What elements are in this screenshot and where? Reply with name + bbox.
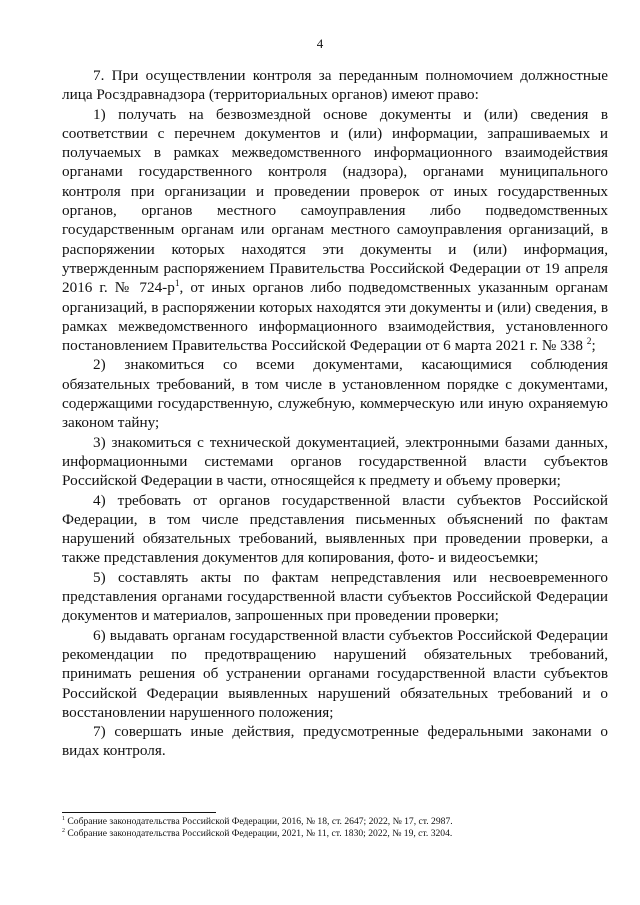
page-number: 4 — [316, 36, 324, 51]
footnote-2 — [62, 828, 622, 840]
footnote-ref-2[interactable]: 2 — [586, 337, 592, 348]
footnote-text-1: Собрание законодательства Российской Федерации, 2016, № 18, ст. 2647; 2022, № 17, ст. 2987. — [64, 816, 453, 827]
paragraph-subitem-1 — [62, 105, 608, 356]
paragraph-item-7: 7. При осуществлении контроля за переданным полномочием должностные лица Росздравнадзора (территориальных органов) имеют право: — [62, 67, 608, 104]
paragraph-subitem-1-text-c: ; — [591, 337, 596, 355]
footnote-ref-1[interactable]: 1 — [174, 279, 180, 290]
footnotes — [62, 816, 622, 840]
footnote-separator — [62, 812, 216, 813]
paragraph-subitem-4: 4) требовать от органов государственной власти субъектов Российской Федерации, в том числе представления письменных объяснений по фактам нарушений обязательных требований, выявленных при проведении проверки, а также представления документов для копирования, фото- и видеосъемки; — [62, 491, 608, 567]
footnote-text-2: Собрание законодательства Российской Федерации, 2021, № 11, ст. 1830; 2022, № 19, ст. 3204. — [64, 828, 453, 839]
footnote-1 — [62, 816, 622, 828]
paragraph-subitem-5: 5) составлять акты по фактам непредставления или несвоевременного представления органами государственной власти субъектов Российской Федерации документов и материалов, запрошенных при проведении проверки; — [62, 568, 608, 625]
paragraph-subitem-3: 3) знакомиться с технической документацией, электронными базами данных, информационными системами органов государственной власти субъектов Российской Федерации в части, относящейся к предмету и объему проверки; — [62, 433, 608, 490]
footnote-mark-2: 2 — [62, 827, 65, 834]
paragraph-subitem-6: 6) выдавать органам государственной власти субъектов Российской Федерации рекомендации по предотвращению нарушений обязательных требований, принимать решения об устранении органами государственной власти субъектов Российской Федерации выявленных нарушений обязательных требований и о восстановлении нарушенного положения; — [62, 626, 608, 721]
paragraph-subitem-1-text-a: 1) получать на безвозмездной основе документы и (или) сведения в соответствии с перечнем документов и (или) информации, запрашиваемых и получаемых в рамках межведомственного информационного взаимодействия органами государственного контроля (надзора), органами муниципального контроля при организации и проведении проверок от иных государственных органов, органов местного самоуправления либо подведомственных государственным органам или органам местного самоуправления организаций, в распоряжении которых находятся эти документы и (или) информация, утвержденным распоряжением Правительства Российской Федерации от 19 апреля 2016 г. № 724-р — [62, 105, 608, 297]
paragraph-subitem-2: 2) знакомиться со всеми документами, касающимися соблюдения обязательных требований, в том числе в установленном порядке с документами, содержащими государственную, служебную, коммерческую или иную охраняемую законом тайну; — [62, 356, 608, 432]
paragraph-subitem-7: 7) совершать иные действия, предусмотренные федеральными законами о видах контроля. — [62, 723, 608, 760]
footnote-mark-1: 1 — [62, 815, 65, 822]
document-body — [62, 66, 608, 761]
paragraph-subitem-1-text-b: , от иных органов либо подведомственных указанным органам организаций, в распоряжении которых находятся эти документы и (или) сведения, в рамках межведомственного информационного взаимодействия, установленного постановлением Правительства Российской Федерации от 6 марта 2021 г. № 338 — [62, 279, 608, 355]
